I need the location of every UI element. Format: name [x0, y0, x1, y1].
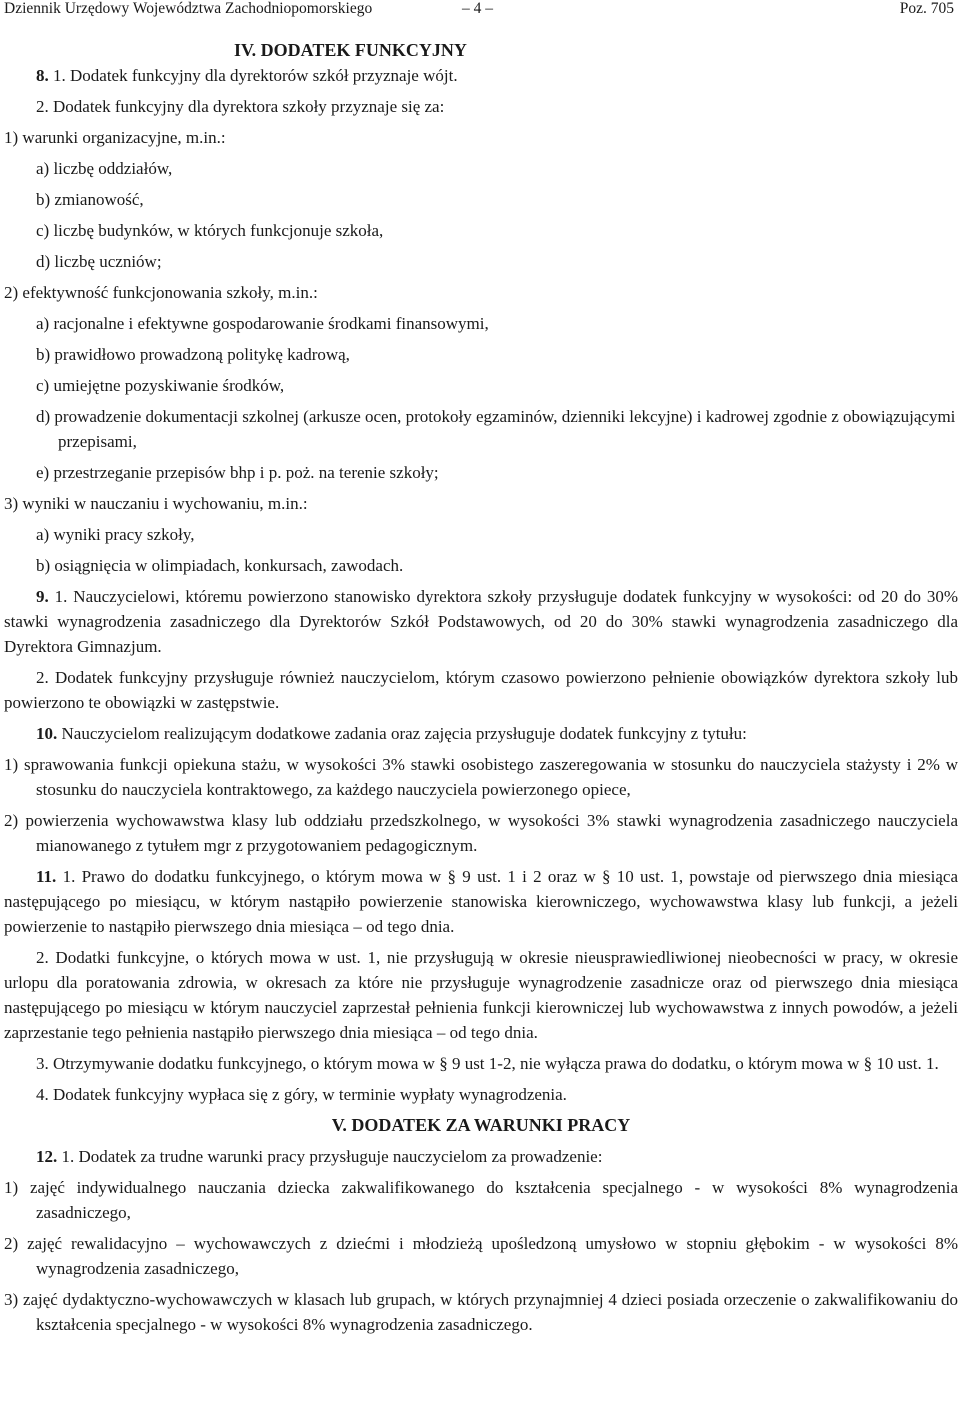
paragraph-11-2: 2. Dodatki funkcyjne, o których mowa w ust. 1, nie przysługują w okresie nieusprawiedliwionej nieobecności w pracy, w okresie urlopu dla poratowania zdrowia, w okresach za które nie przysługuje wynagrodzenie zasadnicze oraz od pierwszego dnia miesiąca następującego po miesiącu w którym nauczyciel zaprzestał pełnienia funkcji kierowniczej lub wychowawstwa z innych powodów, a jeżeli zaprzestanie tego pełnienia nastąpiło pierwszego dnia miesiąca – od tego dnia.	[4, 948, 958, 1042]
paragraph-11-4: 4. Dodatek funkcyjny wypłaca się z góry, w terminie wypłaty wynagrodzenia.	[36, 1085, 567, 1104]
criterion-1: 1) warunki organizacyjne, m.in.:	[4, 128, 226, 147]
paragraph-12-item-3: 3) zajęć dydaktyczno-wychowawczych w klasach lub grupach, w których przynajmniej 4 dzieci posiada orzeczenie o zakwalifikowaniu do kształcenia specjalnego - w wysokości 8% wynagrodzenia zasadniczego.	[4, 1290, 958, 1334]
paragraph-text: 1. Nauczycielowi, któremu powierzono stanowisko dyrektora szkoły przysługuje dodatek funkcyjny w wysokości: od 20 do 30% stawki wynagrodzenia zasadniczego dla Dyrektorów Szkół Podstawowych, od 20 do 30% stawki wynagrodzenia zasadniczego dla Dyrektora Gimnazjum.	[4, 587, 959, 656]
criterion-1c: c) liczbę budynków, w których funkcjonuje szkoła,	[36, 221, 384, 240]
paragraph-12-item-2: 2) zajęć rewalidacyjno – wychowawczych z dziećmi i młodzieżą upośledzoną umysłowo w stopniu głębokim - w wysokości 8% wynagrodzenia zasadniczego,	[4, 1234, 958, 1278]
criterion-1d: d) liczbę uczniów;	[36, 252, 162, 271]
criterion-3: 3) wyniki w nauczaniu i wychowaniu, m.in.:	[4, 494, 308, 513]
paragraph-8-2: 2. Dodatek funkcyjny dla dyrektora szkoły przyznaje się za:	[36, 97, 445, 116]
paragraph-text: Nauczycielom realizującym dodatkowe zadania oraz zajęcia przysługuje dodatek funkcyjny z tytułu:	[61, 724, 747, 743]
section-title: V. DODATEK ZA WARUNKI PRACY	[331, 1115, 631, 1135]
criterion-1a: a) liczbę oddziałów,	[36, 159, 173, 178]
paragraph-12	[4, 1144, 958, 1169]
criterion-2d: d) prowadzenie dokumentacji szkolnej (arkusze ocen, protokoły egzaminów, dzienniki lekcyjne) i kadrowej zgodnie z obowiązującymi przepisami,	[36, 407, 956, 451]
paragraph-number: 9.	[36, 587, 49, 606]
paragraph-9-1	[4, 584, 958, 659]
paragraph-8-1	[4, 63, 958, 88]
paragraph-10-item-2: 2) powierzenia wychowawstwa klasy lub oddziału przedszkolnego, w wysokości 3% stawki wynagrodzenia zasadniczego nauczyciela mianowanego z tytułem mgr z przygotowaniem pedagogicznym.	[4, 811, 958, 855]
paragraph-text: 1. Prawo do dodatku funkcyjnego, o którym mowa w § 9 ust. 1 i 2 oraz w § 10 ust. 1, powstaje od pierwszego dnia miesiąca następującego po miesiącu, w którym nastąpiło powierzenie stanowiska kierowniczego, wychowawstwa klasy lub funkcji, a jeżeli powierzenie to nastąpiło pierwszego dnia miesiąca – od tego dnia.	[4, 867, 958, 936]
paragraph-number: 11.	[36, 867, 57, 886]
page-header	[4, 0, 954, 20]
document-body	[4, 38, 958, 1337]
paragraph-11-3: 3. Otrzymywanie dodatku funkcyjnego, o którym mowa w § 9 ust 1-2, nie wyłącza prawa do dodatku, o którym mowa w § 10 ust. 1.	[36, 1054, 939, 1073]
journal-name: Dziennik Urzędowy Województwa Zachodniopomorskiego	[4, 0, 373, 17]
paragraph-number: 10.	[36, 724, 58, 743]
criterion-2a: a) racjonalne i efektywne gospodarowanie środkami finansowymi,	[36, 314, 489, 333]
criterion-2: 2) efektywność funkcjonowania szkoły, m.in.:	[4, 283, 318, 302]
section-title: IV. DODATEK FUNKCYJNY	[234, 40, 467, 60]
page-number: – 4 –	[462, 0, 493, 17]
criterion-1b: b) zmianowość,	[36, 190, 144, 209]
paragraph-10-item-1: 1) sprawowania funkcji opiekuna stażu, w wysokości 3% stawki osobistego zaszeregowania w stosunku do nauczyciela stażysty i 2% w stosunku do nauczyciela kontraktowego, za każdego nauczyciela powierzonego opiece,	[4, 755, 958, 799]
paragraph-10	[4, 721, 958, 746]
criterion-3b: b) osiągnięcia w olimpiadach, konkursach, zawodach.	[36, 556, 404, 575]
criterion-2b: b) prawidłowo prowadzoną politykę kadrową,	[36, 345, 350, 364]
paragraph-text: 1. Dodatek za trudne warunki pracy przysługuje nauczycielom za prowadzenie:	[61, 1147, 603, 1166]
paragraph-9-2: 2. Dodatek funkcyjny przysługuje również nauczycielom, którym czasowo powierzono pełnienie obowiązków dyrektora szkoły lub powierzono te obowiązki w zastępstwie.	[4, 668, 958, 712]
position-number: Poz. 705	[899, 0, 954, 17]
paragraph-number: 12.	[36, 1147, 58, 1166]
criterion-2c: c) umiejętne pozyskiwanie środków,	[36, 376, 285, 395]
paragraph-number: 8.	[36, 66, 49, 85]
paragraph-text: 1. Dodatek funkcyjny dla dyrektorów szkół przyznaje wójt.	[53, 66, 458, 85]
paragraph-11-1	[4, 864, 958, 939]
criterion-3a: a) wyniki pracy szkoły,	[36, 525, 195, 544]
paragraph-12-item-1: 1) zajęć indywidualnego nauczania dziecka zakwalifikowanego do kształcenia specjalnego - w wysokości 8% wynagrodzenia zasadniczego,	[4, 1178, 958, 1222]
criterion-2e: e) przestrzeganie przepisów bhp i p. poż. na terenie szkoły;	[36, 463, 439, 482]
